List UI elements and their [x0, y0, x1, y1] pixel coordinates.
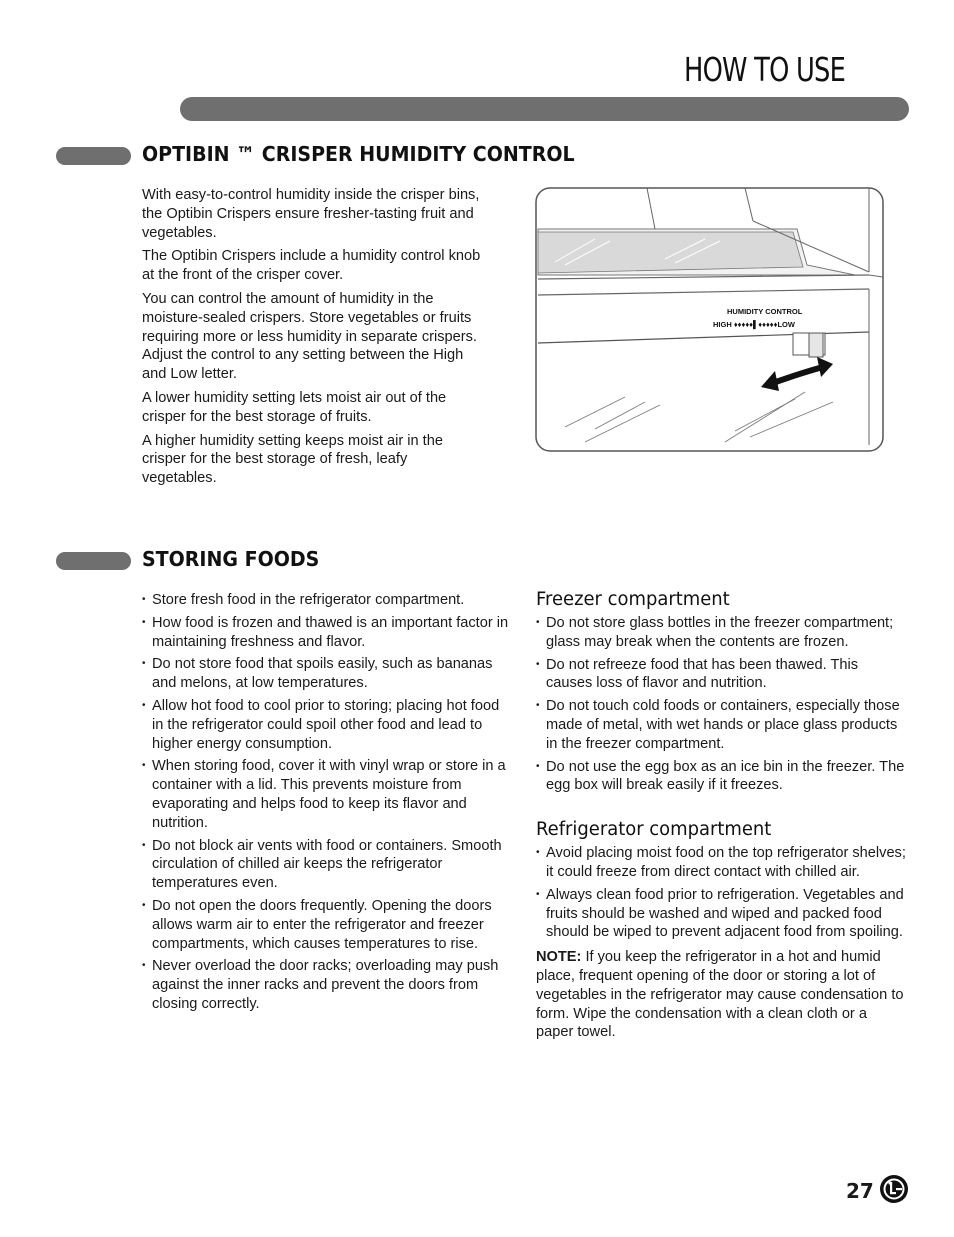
crisper-illustration	[535, 187, 884, 452]
humidity-control-label: HUMIDITY CONTROL	[727, 307, 803, 316]
optibin-paragraph: The Optibin Crispers include a humidity control knob at the front of the crisper cover.	[142, 248, 481, 284]
list-item: • Do not use the egg box as an ice bin in the freezer. The egg box will break easily if it freezes.	[536, 758, 908, 796]
freezer-list	[536, 614, 908, 795]
refrigerator-subtitle: Refrigerator compartment	[536, 819, 772, 841]
list-item: • Never overload the door racks; overloading may push against the inner racks and prevent the doors from closing correctly.	[142, 957, 514, 1013]
section-marker-optibin	[56, 147, 131, 165]
section-marker-storing	[56, 552, 131, 570]
note-text: If you keep the refrigerator in a hot and humid place, frequent opening of the door or storing a lot of vegetables in the refrigerator may cause condensation to form. Wipe the condensation with a clean cloth or a paper towel.	[536, 949, 904, 1041]
list-item: • Avoid placing moist food on the top refrigerator shelves; it could freeze from direct contact with chilled air.	[536, 844, 908, 882]
list-item: • Do not store glass bottles in the freezer compartment; glass may break when the contents are frozen.	[536, 614, 908, 652]
page-number: 27	[846, 1179, 874, 1203]
humidity-scale	[713, 320, 795, 329]
optibin-paragraph: A higher humidity setting keeps moist air in the crisper for the best storage of fresh, leafy vegetables.	[142, 432, 443, 487]
list-item: • Do not block air vents with food or containers. Smooth circulation of chilled air keeps the refrigerator temperatures even.	[142, 837, 514, 893]
optibin-section-title: OPTIBIN ™ CRISPER HUMIDITY CONTROL	[142, 142, 575, 166]
list-item: • When storing food, cover it with vinyl wrap or store in a container with a lid. This prevents moisture from evaporating and helps food to keep its flavor and nutrition.	[142, 757, 514, 832]
list-item: • Do not store food that spoils easily, such as bananas and melons, at low temperatures.	[142, 655, 514, 693]
humidity-low-label: LOW	[777, 320, 795, 329]
list-item: • How food is frozen and thawed is an important factor in maintaining freshness and flavor.	[142, 614, 514, 652]
freezer-subtitle: Freezer compartment	[536, 589, 730, 610]
compartment-column	[536, 589, 908, 1042]
list-item: • Store fresh food in the refrigerator compartment.	[142, 591, 514, 610]
page-header-title: HOW TO USE	[684, 50, 846, 89]
lg-logo	[879, 1174, 909, 1204]
humidity-scale-dots: ♦♦♦♦♦▌♦♦♦♦♦	[733, 320, 778, 329]
optibin-paragraph: With easy-to-control humidity inside the crisper bins, the Optibin Crispers ensure fresher-tasting fruit and vegetables.	[142, 187, 480, 241]
list-item: • Do not refreeze food that has been thawed. This causes loss of flavor and nutrition.	[536, 656, 908, 694]
refrigerator-list	[536, 844, 908, 942]
storing-section-title: STORING FOODS	[142, 547, 320, 571]
list-item: • Allow hot food to cool prior to storing; placing hot food in the refrigerator could spoil other food and lead to higher energy consumption.	[142, 697, 514, 753]
note-label: NOTE:	[536, 949, 582, 966]
refrigerator-note	[536, 948, 908, 1042]
optibin-paragraph: You can control the amount of humidity in the moisture-sealed crispers. Store vegetables or fruits requiring more or less humidity in separate crispers. Adjust the control to any setting between the High and Low letter.	[142, 290, 477, 383]
optibin-text	[142, 186, 482, 493]
header-bar	[180, 97, 909, 121]
storing-list-column	[142, 591, 514, 1018]
lg-logo-icon	[879, 1174, 909, 1204]
crisper-drawing	[535, 187, 884, 452]
humidity-high-label: HIGH	[713, 320, 732, 329]
list-item: • Do not touch cold foods or containers, especially those made of metal, with wet hands or place glass products in the freezer compartment.	[536, 697, 908, 753]
optibin-paragraph: A lower humidity setting lets moist air out of the crisper for the best storage of fruits.	[142, 389, 447, 425]
storing-list	[142, 591, 514, 1014]
list-item: • Do not open the doors frequently. Opening the doors allows warm air to enter the refrigerator and freezer compartments, which causes temperatures to rise.	[142, 897, 514, 953]
list-item: • Always clean food prior to refrigeration. Vegetables and fruits should be washed and wiped and packed food should be wiped to prevent adjacent food from spoiling.	[536, 886, 908, 942]
